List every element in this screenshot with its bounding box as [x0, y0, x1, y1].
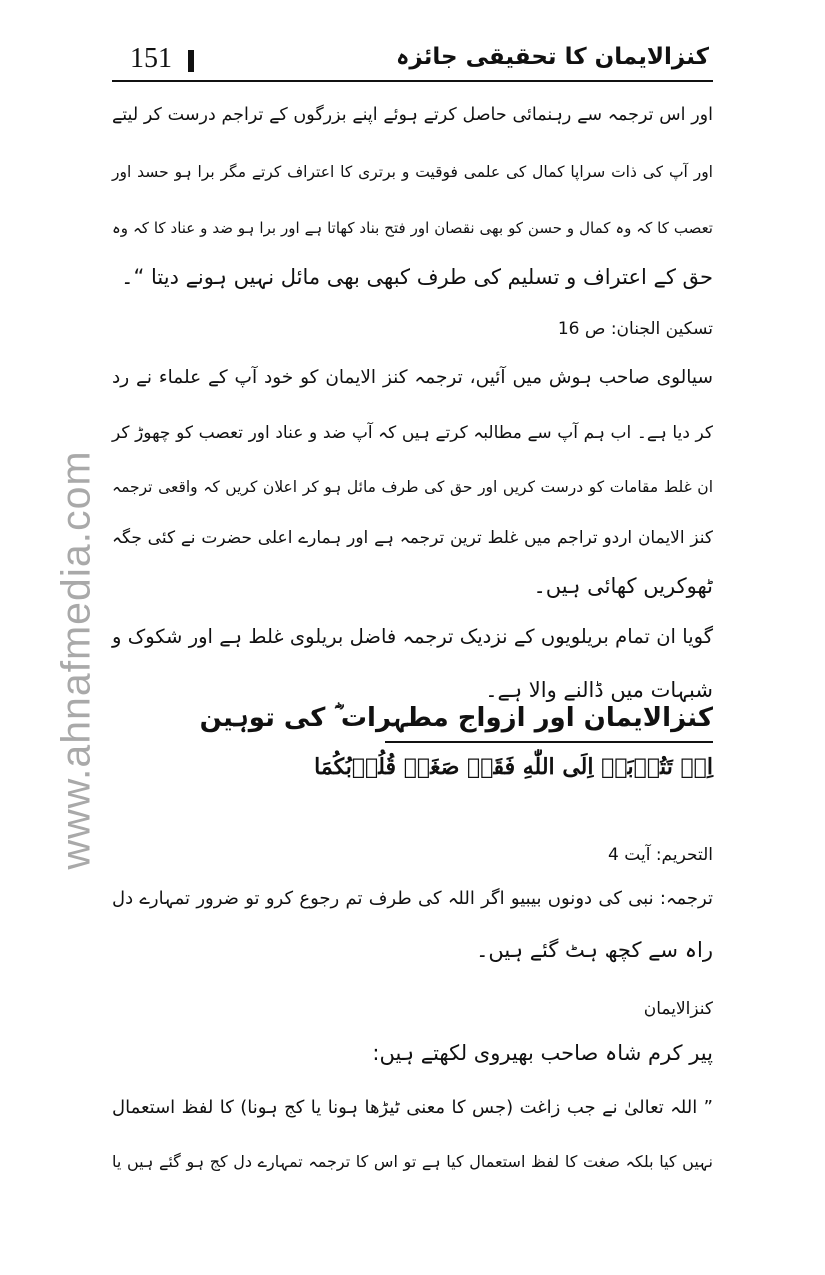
text-line: سیالوی صاحب ہوش میں آئیں، ترجمہ کنز الایمان کو خود آپ کے علماء نے رد — [112, 367, 713, 388]
section-heading: کنزالایمان اور ازواج مطہرات ؓ کی توہین — [199, 703, 713, 733]
text-line: شبہات میں ڈالنے والا ہے۔ — [485, 678, 713, 702]
quran-verse: اِنۡ تَتُوۡبَاۤ اِلَى اللّٰهِ فَقَدۡ صَغَتۡ قُلُوۡبُكُمَا — [314, 754, 713, 780]
text-line: ” اللہ تعالیٰ نے جب زاغت (جس کا معنی ٹیڑھا ہونا یا کج ہونا) کا لفظ استعمال — [112, 1097, 713, 1118]
text-line: حق کے اعتراف و تسلیم کی طرف کبھی بھی مائل نہیں ہونے دیتا “۔ — [121, 265, 713, 289]
text-line: ٹھوکریں کھائی ہیں۔ — [533, 574, 713, 598]
book-title: کنزالایمان کا تحقیقی جائزہ — [395, 44, 709, 70]
reference-kanzul-iman: کنزالایمان — [643, 999, 713, 1019]
text-line: گویا ان تمام بریلویوں کے نزدیک ترجمہ فاضل بریلوی غلط ہے اور شکوک و — [112, 625, 713, 648]
page-number-bar — [188, 50, 194, 72]
text-line: نہیں کیا بلکہ صغت کا لفظ استعمال کیا ہے تو اس کا ترجمہ تمہارے دل کج ہو گئے ہیں یا — [112, 1152, 713, 1171]
watermark: www.ahnafmedia.com — [52, 450, 99, 870]
reference-tskeen: تسکین الجنان: ص 16 — [557, 319, 713, 339]
page-number: 151 — [130, 43, 172, 74]
text-line: ترجمہ: نبی کی دونوں بیبیو اگر اللہ کی طرف تم رجوع کرو تو ضرور تمہارے دل — [112, 888, 713, 909]
text-line: اور آپ کی ذات سراپا کمال کی علمی فوقیت و برتری کا اعتراف کرتے مگر برا ہو حسد اور — [112, 163, 713, 181]
text-line: ان غلط مقامات کو درست کریں اور حق کی طرف مائل ہو کر اعلان کریں کہ واقعی ترجمہ — [112, 478, 713, 496]
header-rule — [112, 80, 713, 82]
text-line: کنز الایمان اردو تراجم میں غلط ترین ترجمہ ہے اور ہمارے اعلی حضرت نے کئی جگہ — [112, 528, 713, 548]
heading-underline — [385, 741, 713, 743]
reference-tahrim: التحریم: آیت 4 — [608, 845, 713, 865]
text-line: کر دیا ہے۔ اب ہم آپ سے مطالبہ کرتے ہیں کہ آپ ضد و عناد اور تعصب کو چھوڑ کر — [112, 423, 713, 443]
text-line: اور اس ترجمہ سے رہنمائی حاصل کرتے ہوئے اپنے بزرگوں کے تراجم درست کر لیتے — [112, 105, 713, 125]
text-line: پیر کرم شاہ صاحب بھیروی لکھتے ہیں: — [372, 1041, 713, 1065]
text-line: تعصب کا کہ وہ کمال و حسن کو بھی نقصان اور فتح بناد کھاتا ہے اور برا ہو ضد و عناد کا کہ وہ — [112, 219, 713, 237]
text-line: راہ سے کچھ ہٹ گئے ہیں۔ — [476, 938, 713, 962]
running-header — [112, 38, 713, 82]
